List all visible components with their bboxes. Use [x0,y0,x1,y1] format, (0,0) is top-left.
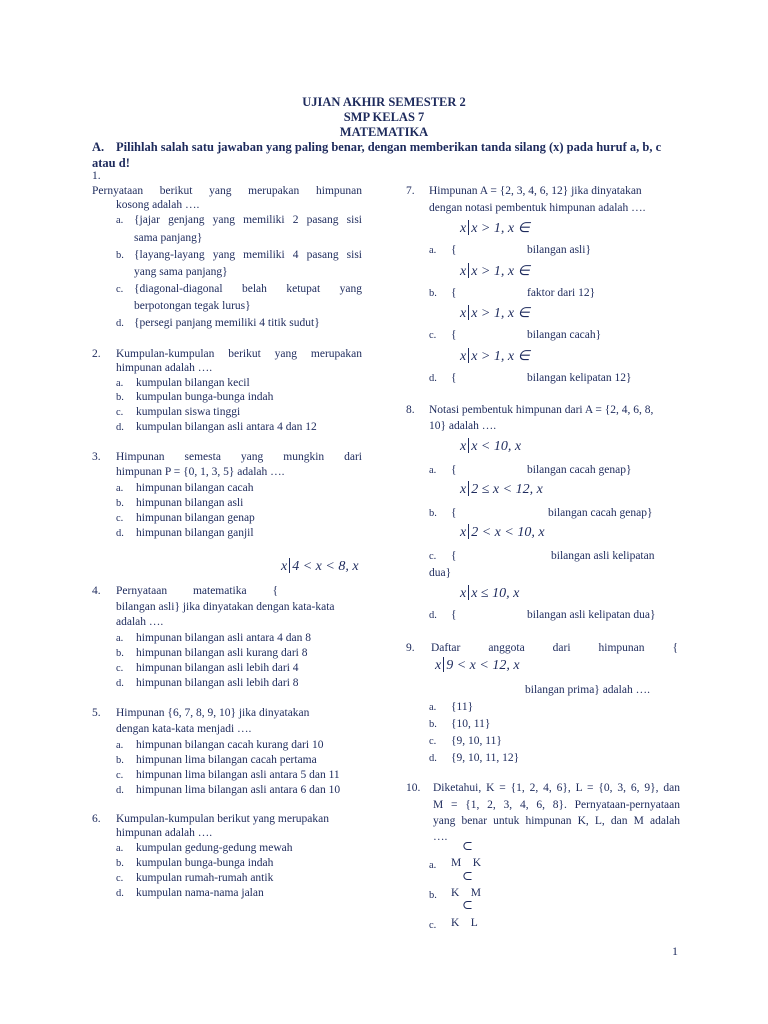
q7-option-b-label[interactable]: b. [429,288,437,299]
q7-option-b-text: faktor dari 12} [527,287,596,299]
q4-option-c-text: himpunan bilangan asli lebih dari 4 [136,662,299,674]
q8-number: 8. [406,404,415,416]
q8-option-b-label[interactable]: b. [429,508,437,519]
q8-option-c-line-2: dua} [429,567,452,579]
q7-option-c-brace: { [451,329,457,341]
q9-option-d-text: {9, 10, 11, 12} [451,752,520,764]
q7-math-d: x x > 1, x ∈ [460,349,530,364]
q4-option-a-label[interactable]: a. [116,633,124,644]
q9-set-builder-math: x 9 < x < 12, x [435,658,520,673]
q1-option-d-text: {persegi panjang memiliki 4 titik sudut} [134,317,320,329]
q9-number: 9. [406,642,415,654]
q8-math-d: x x ≤ 10, x [460,586,520,601]
q8-option-c-label[interactable]: c. [429,551,437,562]
q7-option-a-label[interactable]: a. [429,245,437,256]
q1-option-c-line-2: berpotongan tegak lurus} [134,300,251,312]
q2-option-a-label[interactable]: a. [116,378,124,389]
q3-option-d-label[interactable]: d. [116,528,124,539]
q2-number: 2. [92,348,101,360]
q1-option-b-label[interactable]: b. [116,250,124,261]
q10-option-a-label[interactable]: a. [429,860,437,871]
q9-option-d-label[interactable]: d. [429,753,437,764]
q9-stem-line-1: Daftar anggota dari himpunan { [431,642,678,654]
q7-number: 7. [406,185,415,197]
q5-option-b-text: himpunan lima bilangan cacah pertama [136,754,317,766]
q8-math-c: x 2 < x < 10, x [460,525,545,540]
q10-stem-line-1: Diketahui, K = {1, 2, 4, 6}, L = {0, 3, 6, 9}, dan [433,782,680,794]
q6-number: 6. [92,813,101,825]
q2-option-d-text: kumpulan bilangan asli antara 4 dan 12 [136,421,317,433]
q2-option-c-label[interactable]: c. [116,407,124,418]
page-number: 1 [672,944,678,958]
q5-option-c-label[interactable]: c. [116,770,124,781]
q4-set-builder-math: x 4 < x < 8, x [281,559,359,574]
q7-option-d-label[interactable]: d. [429,373,437,384]
section-label: A. [92,140,105,154]
q10-a-subset-symbol: ⊂ [462,838,473,853]
q5-option-a-text: himpunan bilangan cacah kurang dari 10 [136,739,324,751]
q8-stem-line-1: Notasi pembentuk himpunan dari A = {2, 4, 6, 8, [429,404,654,416]
q10-c-subset-symbol: ⊂ [462,897,473,912]
q1-option-c-label[interactable]: c. [116,284,124,295]
q8-option-c-brace: { [451,550,457,562]
q6-option-b-text: kumpulan bunga-bunga indah [136,857,274,869]
q1-option-c-line-1: {diagonal-diagonal belah ketupat yang [134,283,362,295]
q10-stem-line-3: yang benar untuk himpunan K, L, dan M adalah [433,815,680,827]
q6-option-c-label[interactable]: c. [116,873,124,884]
q3-option-a-label[interactable]: a. [116,483,124,494]
q8-math-b: x 2 ≤ x < 12, x [460,482,543,497]
q8-option-a-brace: { [451,464,457,476]
instruction-line-2: atau d! [92,156,130,170]
q5-option-a-label[interactable]: a. [116,740,124,751]
q9-option-c-label[interactable]: c. [429,736,437,747]
q1-option-a-line-1: {jajar genjang yang memiliki 2 pasang sisi [134,214,362,226]
q5-option-d-text: himpunan lima bilangan asli antara 6 dan 10 [136,784,341,796]
q6-option-a-label[interactable]: a. [116,843,124,854]
q6-option-c-text: kumpulan rumah-rumah antik [136,872,274,884]
q1-stem-line-2: kosong adalah …. [116,199,200,211]
q1-option-a-label[interactable]: a. [116,215,124,226]
q9-option-c-text: {9, 10, 11} [451,735,502,747]
q2-option-c-text: kumpulan siswa tinggi [136,406,241,418]
q10-number: 10. [406,782,421,794]
q3-option-d-text: himpunan bilangan ganjil [136,527,254,539]
q7-option-a-brace: { [451,244,457,256]
q1-option-d-label[interactable]: d. [116,318,124,329]
exam-title: UJIAN AKHIR SEMESTER 2 [302,95,466,109]
q6-option-d-text: kumpulan nama-nama jalan [136,887,264,899]
q1-option-a-line-2: sama panjang} [134,232,203,244]
q5-option-c-text: himpunan lima bilangan asli antara 5 dan 11 [136,769,340,781]
q4-option-d-text: himpunan bilangan asli lebih dari 8 [136,677,299,689]
q10-stem-line-4: …. [433,831,448,843]
q10-option-b-label[interactable]: b. [429,890,437,901]
q4-option-c-label[interactable]: c. [116,663,124,674]
q4-option-b-text: himpunan bilangan asli kurang dari 8 [136,647,308,659]
q4-option-b-label[interactable]: b. [116,648,124,659]
q2-option-d-label[interactable]: d. [116,422,124,433]
q6-option-d-label[interactable]: d. [116,888,124,899]
q8-option-d-text: bilangan asli kelipatan dua} [527,609,656,621]
q7-option-d-brace: { [451,372,457,384]
q2-option-a-text: kumpulan bilangan kecil [136,377,250,389]
q9-option-a-text: {11} [451,701,474,713]
q8-option-b-brace: { [451,507,457,519]
q8-math-a: x x < 10, x [460,439,522,454]
q8-option-d-brace: { [451,609,457,621]
q8-option-d-label[interactable]: d. [429,610,437,621]
q7-math-a: x x > 1, x ∈ [460,221,530,236]
q8-option-c-line-1: bilangan asli kelipatan [551,550,655,562]
q7-option-b-brace: { [451,287,457,299]
q5-stem-line-2: dengan kata-kata menjadi …. [116,723,252,735]
q9-stem-line-2: bilangan prima} adalah …. [525,684,650,696]
q7-option-a-text: bilangan asli} [527,244,591,256]
q8-stem-line-2: 10} adalah …. [429,420,497,432]
q3-option-a-text: himpunan bilangan cacah [136,482,254,494]
q10-option-b-text: K M [451,887,482,899]
q2-option-b-text: kumpulan bunga-bunga indah [136,391,274,403]
class-title: SMP KELAS 7 [343,110,425,124]
q3-option-b-text: himpunan bilangan asli [136,497,244,509]
q3-stem-line-1: Himpunan semesta yang mungkin dari [116,451,362,463]
q1-number: 1. [92,170,101,182]
q8-option-b-text: bilangan cacah genap} [548,507,653,519]
q10-b-subset-symbol: ⊂ [462,868,473,883]
q3-option-c-label[interactable]: c. [116,513,124,524]
q1-option-b-line-1: {layang-layang yang memiliki 4 pasang sisi [134,249,362,261]
q8-option-a-label[interactable]: a. [429,465,437,476]
q7-math-b: x x > 1, x ∈ [460,264,530,279]
q3-option-b-label[interactable]: b. [116,498,124,509]
q6-stem-line-1: Kumpulan-kumpulan berikut yang merupakan [116,813,330,825]
q1-option-b-line-2: yang sama panjang} [134,266,228,278]
q3-number: 3. [92,451,101,463]
q6-option-b-label[interactable]: b. [116,858,124,869]
q5-stem-line-1: Himpunan {6, 7, 8, 9, 10} jika dinyatakan [116,707,310,719]
q4-stem-line-2: bilangan asli} jika dinyatakan dengan kata-kata [116,601,335,613]
q3-option-c-text: himpunan bilangan genap [136,512,255,524]
q4-option-a-text: himpunan bilangan asli antara 4 dan 8 [136,632,312,644]
q10-option-a-text: M K [451,857,482,869]
q4-stem-line-3: adalah …. [116,616,164,628]
q5-option-b-label[interactable]: b. [116,755,124,766]
q4-number: 4. [92,585,101,597]
q7-option-c-label[interactable]: c. [429,330,437,341]
q7-option-c-text: bilangan cacah} [527,329,602,341]
q6-option-a-text: kumpulan gedung-gedung mewah [136,842,293,854]
q1-stem-line-1: Pernyataan berikut yang merupakan himpunan [92,185,362,197]
q7-option-d-text: bilangan kelipatan 12} [527,372,632,384]
q9-option-b-label[interactable]: b. [429,719,437,730]
q7-stem-line-2: dengan notasi pembentuk himpunan adalah …. [429,202,646,214]
q2-option-b-label[interactable]: b. [116,392,124,403]
q10-stem-line-2: M = {1, 2, 3, 4, 6, 8}. Pernyataan-pernyataan [433,799,680,811]
q5-number: 5. [92,707,101,719]
q3-stem-line-2: himpunan P = {0, 1, 3, 5} adalah …. [116,466,285,478]
q10-option-c-label[interactable]: c. [429,920,437,931]
q5-option-d-label[interactable]: d. [116,785,124,796]
q10-option-c-text: K L [451,917,478,929]
q7-math-c: x x > 1, x ∈ [460,306,530,321]
q4-stem-line-1: Pernyataan matematika { [116,585,278,597]
q4-option-d-label[interactable]: d. [116,678,124,689]
instruction-line-1: Pilihlah salah satu jawaban yang paling benar, dengan memberikan tanda silang (x) pada huruf a, b, c [116,140,662,154]
subject-title: MATEMATIKA [339,125,429,139]
q9-option-b-text: {10, 11} [451,718,491,730]
q7-stem-line-1: Himpunan A = {2, 3, 4, 6, 12} jika dinyatakan [429,185,642,197]
q9-option-a-label[interactable]: a. [429,702,437,713]
q2-stem-line-1: Kumpulan-kumpulan berikut yang merupakan [116,348,362,360]
q8-option-a-text: bilangan cacah genap} [527,464,632,476]
q2-stem-line-2: himpunan adalah …. [116,362,213,374]
q6-stem-line-2: himpunan adalah …. [116,827,213,839]
